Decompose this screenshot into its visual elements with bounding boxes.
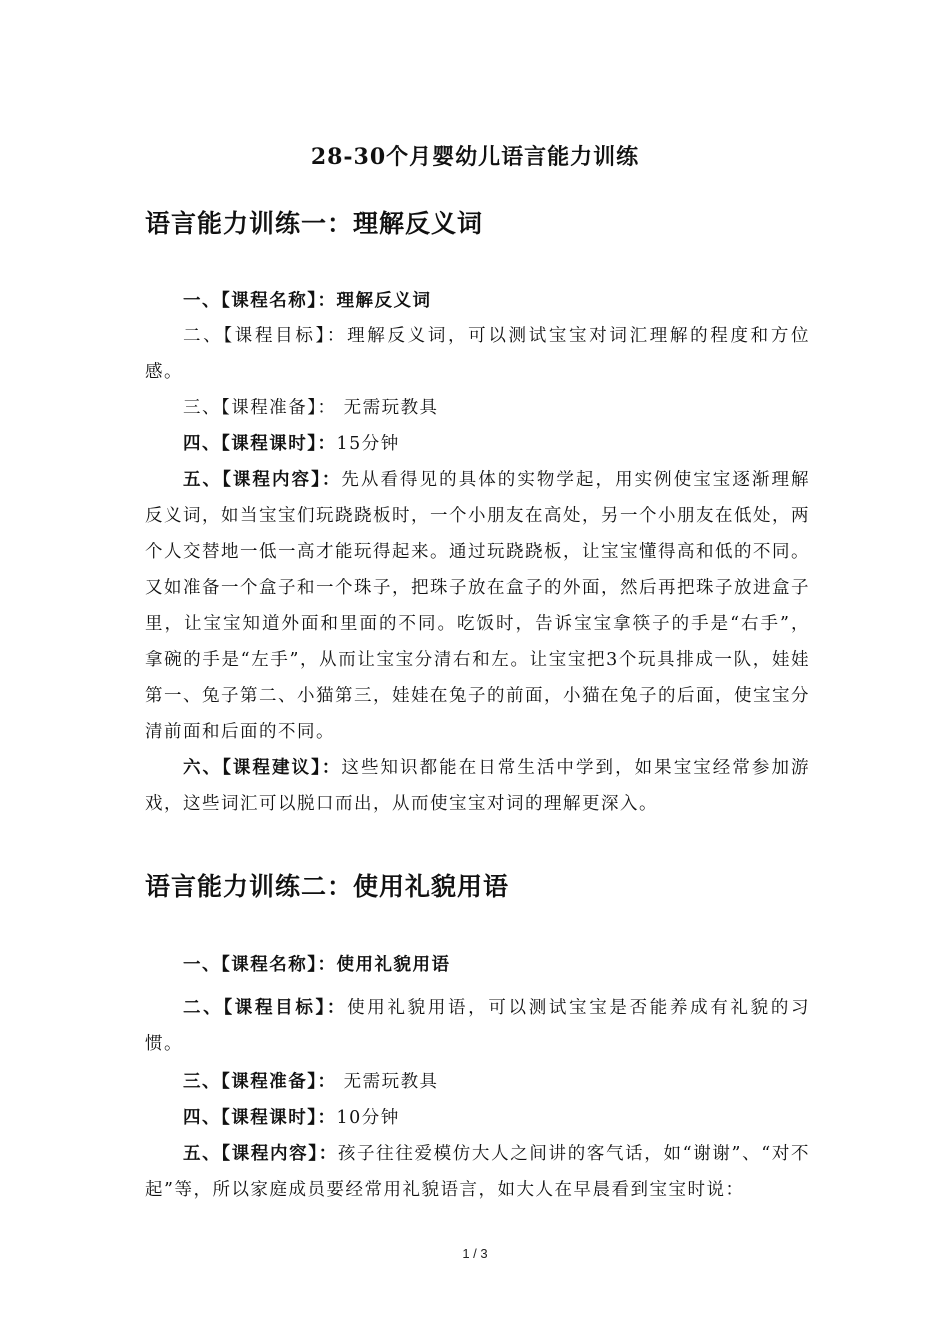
course-content-1 [145, 462, 810, 750]
section-heading-1: 语言能力训练一：理解反义词 [145, 209, 484, 238]
course-content-2 [145, 1136, 810, 1208]
item-label: 一、【课程名称】： [183, 291, 337, 311]
item-text: 先从看得见的具体的实物学起，用实例使宝宝逐渐理解反义词，如当宝宝们玩跷跷板时，一个小朋友在高处，另一个小朋友在低处，两个人交替地一低一高才能玩得起来。通过玩跷跷板，让宝宝懂得高和低的不同。又如准备一个盒子和一个珠子，把珠子放在盒子的外面，然后再把珠子放进盒子里，让宝宝知道外面和里面的不同。吃饭时，告诉宝宝拿筷子的手是“右手”，拿碗的手是“左手”，从而让宝宝分清右和左。让宝宝把3个玩具排成一队，娃娃第一、兔子第二、小猫第三，娃娃在兔子的前面，小猫在兔子的后面，使宝宝分清前面和后面的不同。 [145, 470, 810, 742]
course-goal-2 [145, 990, 810, 1062]
item-label: 五、【课程内容】： [183, 1144, 338, 1164]
course-prep-2 [145, 1064, 810, 1100]
item-label: 三、【课程准备】： [183, 398, 337, 418]
item-text: 10分钟 [336, 1108, 400, 1128]
page-number: 1 / 3 [462, 1246, 488, 1261]
item-label: 六、【课程建议】： [183, 758, 342, 778]
section-heading-2: 语言能力训练二：使用礼貌用语 [145, 872, 510, 901]
item-text: 无需玩教具 [336, 398, 439, 418]
item-label: 四、【课程课时】： [183, 434, 337, 454]
course-goal-1 [145, 318, 810, 390]
course-name-2 [145, 947, 810, 983]
item-label: 五、【课程内容】： [183, 470, 342, 490]
item-text: 孩子往往爱模仿大人之间讲的客气话，如“谢谢”、“对不起”等，所以家庭成员要经常用礼貌语言，如大人在早晨看到宝宝时说： [145, 1144, 811, 1200]
item-label: 四、【课程课时】： [183, 1108, 337, 1128]
course-advice-1 [145, 750, 810, 822]
item-text: 使用礼貌用语 [336, 955, 451, 975]
item-label: 三、【课程准备】： [183, 1072, 337, 1092]
item-text: 这些知识都能在日常生活中学到，如果宝宝经常参加游戏，这些词汇可以脱口而出，从而使宝宝对词的理解更深入。 [145, 758, 810, 814]
course-duration-2 [145, 1100, 810, 1136]
item-text: 无需玩教具 [336, 1072, 439, 1092]
item-text: 15分钟 [336, 434, 400, 454]
item-text: 理解反义词 [336, 291, 432, 311]
document-title: 28-30个月婴幼儿语言能力训练 [310, 144, 640, 170]
course-prep-1 [145, 390, 810, 426]
item-text: 使用礼貌用语，可以测试宝宝是否能养成有礼貌的习惯。 [145, 998, 811, 1054]
item-label: 一、【课程名称】： [183, 955, 337, 975]
item-label: 二、【课程目标】： [183, 998, 348, 1018]
course-name-1 [145, 283, 810, 319]
course-duration-1 [145, 426, 810, 462]
item-text: 理解反义词，可以测试宝宝对词汇理解的程度和方位感。 [145, 326, 811, 382]
item-label: 二、【课程目标】： [183, 326, 348, 346]
